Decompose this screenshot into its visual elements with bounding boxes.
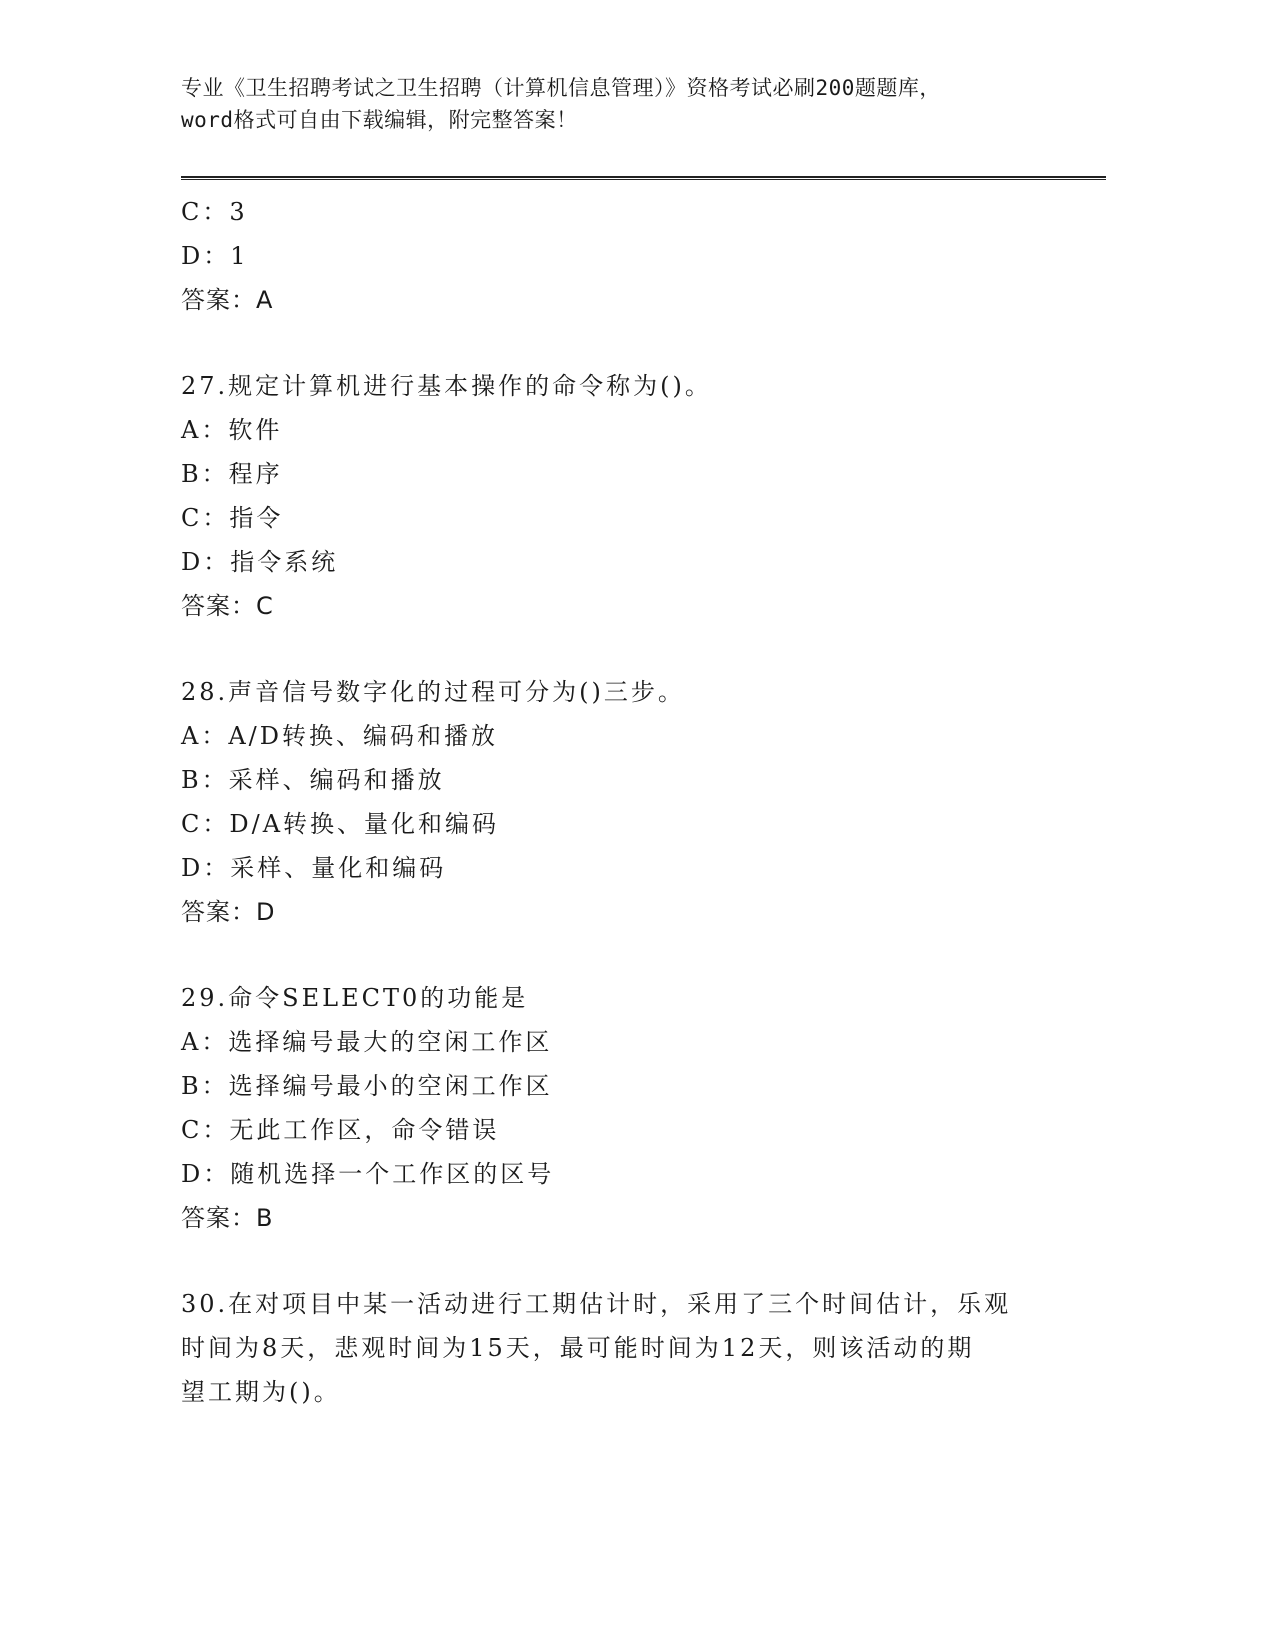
- option-c: C：无此工作区，命令错误: [181, 1116, 500, 1144]
- question-stem-line-3: 望工期为()。: [181, 1378, 341, 1406]
- option-d: D：采样、量化和编码: [181, 854, 447, 882]
- question-26-tail: [181, 190, 1106, 322]
- option-d: D：指令系统: [181, 548, 339, 576]
- header-title-line-1: 专业《卫生招聘考试之卫生招聘（计算机信息管理）》资格考试必刷200题题库，: [181, 76, 941, 100]
- answer: 答案：C: [181, 592, 274, 620]
- option-c: C：指令: [181, 504, 284, 532]
- question-stem: 29.命令SELECT0的功能是: [181, 984, 529, 1012]
- option-b: B：采样、编码和播放: [181, 766, 445, 794]
- answer: 答案：A: [181, 286, 274, 314]
- option-a: A：A/D转换、编码和播放: [181, 722, 498, 750]
- option-c: C：D/A转换、量化和编码: [181, 810, 500, 838]
- question-stem: 27.规定计算机进行基本操作的命令称为()。: [181, 372, 712, 400]
- spacer: [181, 322, 1106, 364]
- question-list: [181, 190, 1106, 1414]
- spacer: [181, 1240, 1106, 1282]
- option-c: C：3: [181, 198, 248, 226]
- option-a: A：选择编号最大的空闲工作区: [181, 1028, 553, 1056]
- answer: 答案：D: [181, 898, 276, 926]
- spacer: [181, 934, 1106, 976]
- question-stem-line-2: 时间为8天，悲观时间为15天，最可能时间为12天，则该活动的期: [181, 1334, 975, 1362]
- question-28: [181, 670, 1106, 934]
- answer: 答案：B: [181, 1204, 274, 1232]
- option-a: A：软件: [181, 416, 283, 444]
- option-b: B：选择编号最小的空闲工作区: [181, 1072, 553, 1100]
- option-b: B：程序: [181, 460, 283, 488]
- question-stem-line-1: 30.在对项目中某一活动进行工期估计时，采用了三个时间估计，乐观: [181, 1290, 1012, 1318]
- question-30: [181, 1282, 1106, 1414]
- question-29: [181, 976, 1106, 1240]
- document-header: [181, 72, 1061, 136]
- spacer: [181, 628, 1106, 670]
- question-27: [181, 364, 1106, 628]
- header-title-line-2: word格式可自由下载编辑，附完整答案！: [181, 108, 578, 132]
- header-divider: [181, 176, 1106, 180]
- option-d: D：随机选择一个工作区的区号: [181, 1160, 555, 1188]
- option-d: D：1: [181, 242, 249, 270]
- question-stem: 28.声音信号数字化的过程可分为()三步。: [181, 678, 685, 706]
